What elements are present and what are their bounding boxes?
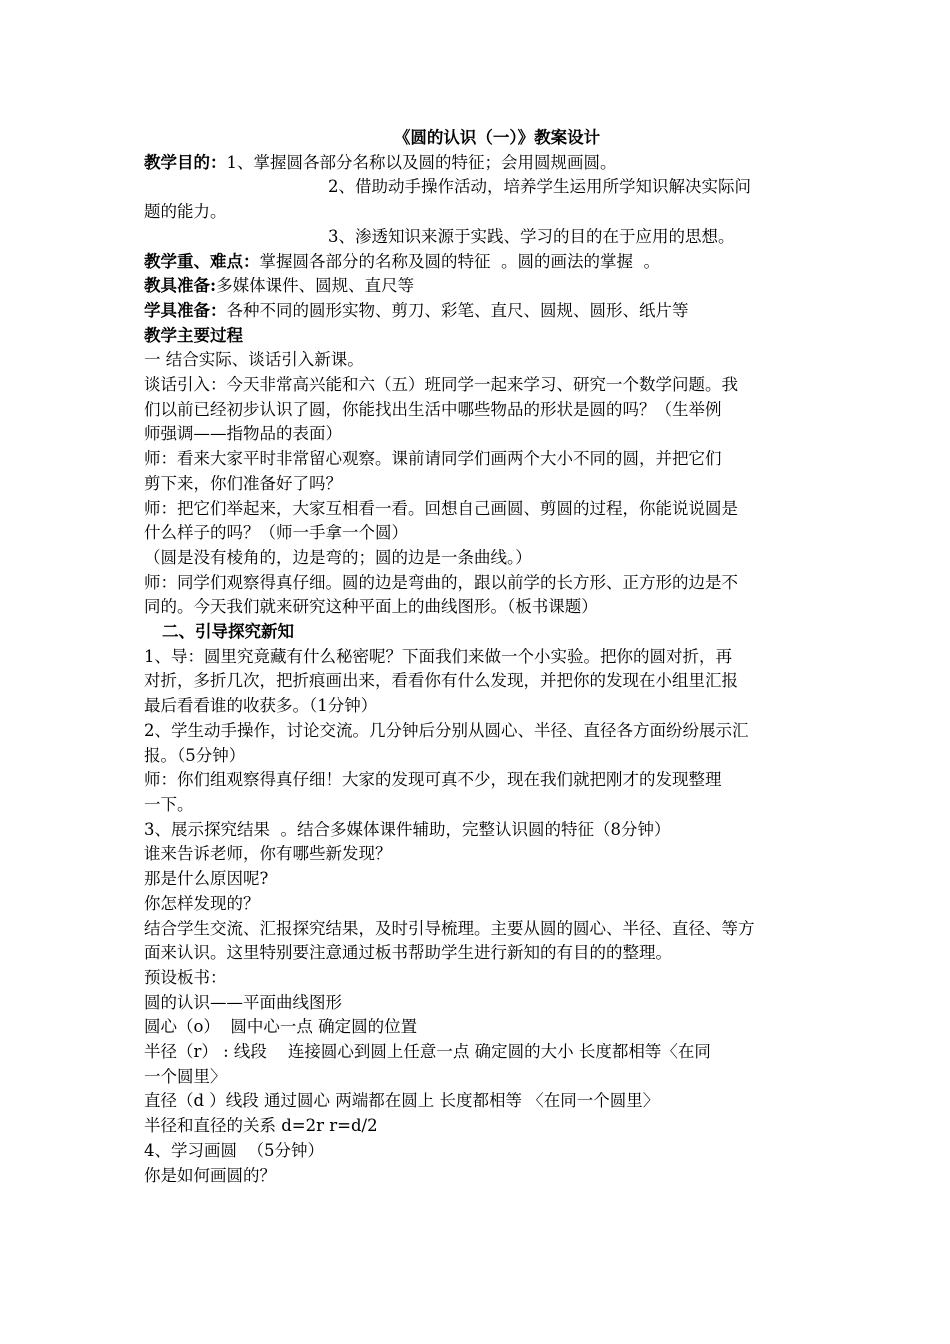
objective-1-text: 1、掌握圆各部分名称以及圆的特征；会用圆规画圆。 [226, 152, 617, 172]
text-line: 预设板书： [144, 967, 227, 987]
text-line: 最后看看谁的收获多。（1分钟） [144, 696, 378, 716]
text-line: 那是什么原因呢? [144, 869, 269, 889]
text-line: 同的。今天我们就来研究这种平面上的曲线图形。（板书课题） [144, 597, 598, 617]
text-line: 们以前已经初步认识了圆，你能找出生活中哪些物品的形状是圆的吗？（生举例 [144, 399, 722, 419]
text-line: 一个圆里〉 [144, 1066, 227, 1086]
text-line: 谈话引入：今天非常高兴能和六（五）班同学一起来学习、研究一个数学问题。我 [144, 375, 738, 395]
text-line: 2、学生动手操作，讨论交流。几分钟后分别从圆心、半径、直径各方面纷纷展示汇 [144, 720, 749, 740]
student-tools-label: 学具准备： [144, 300, 227, 320]
text-line: 半径（r） : 线段 连接圆心到圆上任意一点 确定圆的大小 长度都相等〈在同 [144, 1042, 711, 1062]
objectives-label: 教学目的： [144, 152, 227, 172]
text-line: 剪下来，你们准备好了吗？ [144, 473, 342, 493]
text-line: 师强调——指物品的表面） [144, 424, 342, 444]
text-line: 圆的认识——平面曲线图形 [144, 992, 342, 1012]
text-line: 你是如何画圆的？ [144, 1165, 276, 1185]
objective-1 [144, 151, 810, 176]
text-line: 直径（d ）线段 通过圆心 两端都在圆上 长度都相等 〈在同一个圆里〉 [144, 1091, 660, 1111]
teacher-tools-text: 多媒体课件、圆规、直尺等 [216, 276, 415, 296]
text-line: 谁来告诉老师，你有哪些新发现？ [144, 844, 392, 864]
text-line: 你怎样发现的？ [144, 893, 260, 913]
text-line: 面来认识。这里特别要注意通过板书帮助学生进行新知的有目的的整理。 [144, 943, 672, 963]
student-tools-text: 各种不同的圆形实物、剪刀、彩笔、直尺、圆规、圆形、纸片等 [226, 300, 689, 320]
key-points-text: 掌握圆各部分的名称及圆的特征 。圆的画法的掌握 。 [259, 251, 660, 271]
document-page [144, 126, 810, 1188]
text-line: 师：同学们观察得真仔细。圆的边是弯曲的，跟以前学的长方形、正方形的边是不 [144, 572, 738, 592]
text-line: 报。（5分钟） [144, 745, 246, 765]
text-line: 1、导：圆里究竟藏有什么秘密呢？下面我们来做一个小实验。把你的圆对折，再 [144, 646, 732, 666]
objective-2a: 2、借助动手操作活动，培养学生运用所学知识解决实际问 [328, 177, 751, 197]
text-line: 4、学习画圆 （5分钟） [144, 1140, 324, 1160]
text-line: 半径和直径的关系 d=2r r=d/2 [144, 1116, 378, 1136]
key-points [144, 250, 810, 275]
text-line: 一下。 [144, 794, 194, 814]
text-line: 对折，多折几次，把折痕画出来，看看你有什么发现，并把你的发现在小组里汇报 [144, 671, 738, 691]
text-line: 一 结合实际、谈话引入新课。 [144, 350, 364, 370]
objective-2b: 题的能力。 [144, 202, 227, 222]
document-title: 《圆的认识（一）》教案设计 [393, 128, 601, 147]
text-line: 结合学生交流、汇报探究结果，及时引导梳理。主要从圆的圆心、半径、直径、等方 [144, 918, 755, 938]
text-line: 3、展示探究结果 。结合多媒体课件辅助，完整认识圆的特征（8分钟） [144, 819, 671, 839]
process-heading: 教学主要过程 [144, 325, 243, 345]
teacher-tools-label: 教具准备: [144, 276, 217, 296]
text-line: （圆是没有棱角的，边是弯的；圆的边是一条曲线。） [144, 547, 532, 567]
text-line: 师：看来大家平时非常留心观察。课前请同学们画两个大小不同的圆，并把它们 [144, 449, 722, 469]
teacher-tools [144, 274, 810, 299]
text-line: 师：你们组观察得真仔细！大家的发现可真不少，现在我们就把刚才的发现整理 [144, 770, 722, 790]
text-line: 师：把它们举起来，大家互相看一看。回想自己画圆、剪圆的过程，你能说说圆是 [144, 498, 738, 518]
text-line: 圆心（o） 圆中心一点 确定圆的位置 [144, 1017, 418, 1037]
student-tools [144, 299, 810, 324]
objective-3: 3、渗透知识来源于实践、学习的目的在于应用的思想。 [328, 226, 735, 246]
text-line: 什么样子的吗？（师一手拿一个圆） [144, 523, 408, 543]
key-points-label: 教学重、难点： [144, 251, 260, 271]
section2-heading: 二、引导探究新知 [162, 622, 294, 642]
